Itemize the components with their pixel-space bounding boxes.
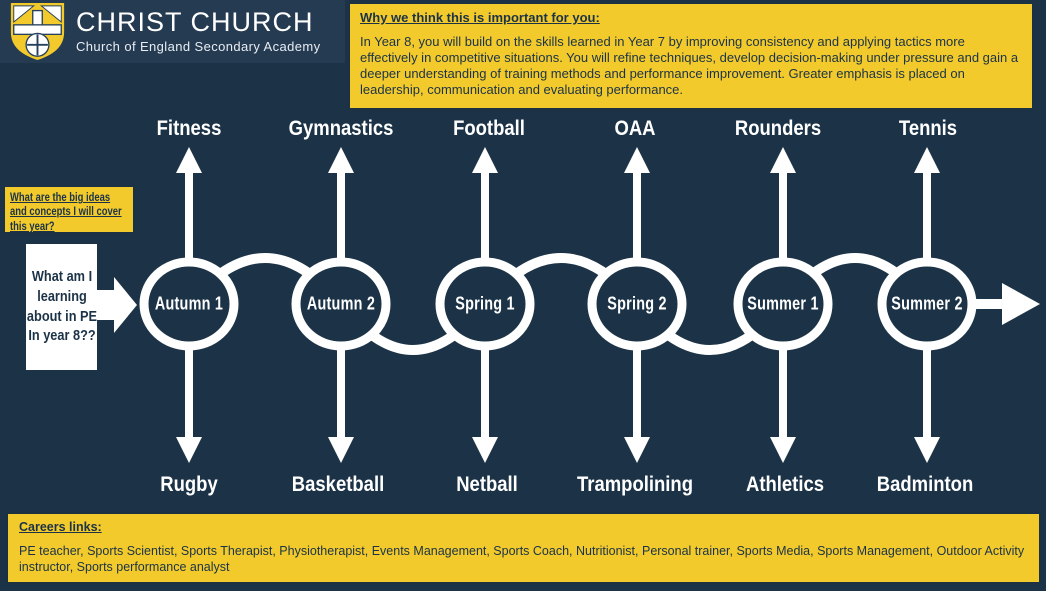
term-label-summer2: Summer 2 [891,293,963,314]
activity-top-football: Football [453,117,525,140]
careers-heading: Careers links: [19,520,102,534]
importance-body: In Year 8, you will build on the skills learned in Year 7 by improving consistency and applying tactics more effectively in competitive situations. You will refine techniques, develop decision-making under pressure and gain a deeper understanding of training methods and performance improvement. Greater emphasis is placed on leadership, communication and evaluating performance. [360,34,1019,98]
activity-bottom-athletics: Athletics [745,473,825,496]
careers-body: PE teacher, Sports Scientist, Sports Therapist, Physiotherapist, Events Management, Sports Coach, Nutritionist, Personal trainer, Sports Media, Sports Management, Outdoor Activity instructor, Sports performance analyst [19,544,1025,575]
careers-box [6,512,1041,584]
school-name: CHRIST CHURCH [76,7,314,37]
activity-top-rounders: Rounders [734,117,822,140]
term-label-autumn2: Autumn 2 [306,293,376,314]
activity-bottom-trampolining: Trampolining [576,473,694,496]
activity-bottom-rugby: Rugby [160,473,218,496]
activity-bottom-badminton: Badminton [876,473,974,496]
activity-bottom-netball: Netball [456,473,518,496]
term-circles [144,262,972,346]
school-subtitle: Church of England Secondary Academy [76,39,321,54]
exit-arrow [1002,283,1040,325]
activity-top-tennis: Tennis [898,117,958,140]
activity-top-gymnastics: Gymnastics [288,117,394,140]
term-label-spring1: Spring 1 [455,293,515,314]
entry-arrow [97,277,137,333]
activity-top-oaa: OAA [614,117,656,140]
term-label-summer1: Summer 1 [747,293,819,314]
activity-bottom-basketball: Basketball [291,473,385,496]
activity-top-fitness: Fitness [156,117,222,140]
big-ideas-text: What are the big ideas and concepts I will cover this year? [10,192,122,233]
question-text: What am I learning about in PE In year 8?? [26,268,97,345]
term-label-autumn1: Autumn 1 [154,293,224,314]
importance-heading: Why we think this is important for you: [360,10,600,25]
term-label-spring2: Spring 2 [607,293,667,314]
